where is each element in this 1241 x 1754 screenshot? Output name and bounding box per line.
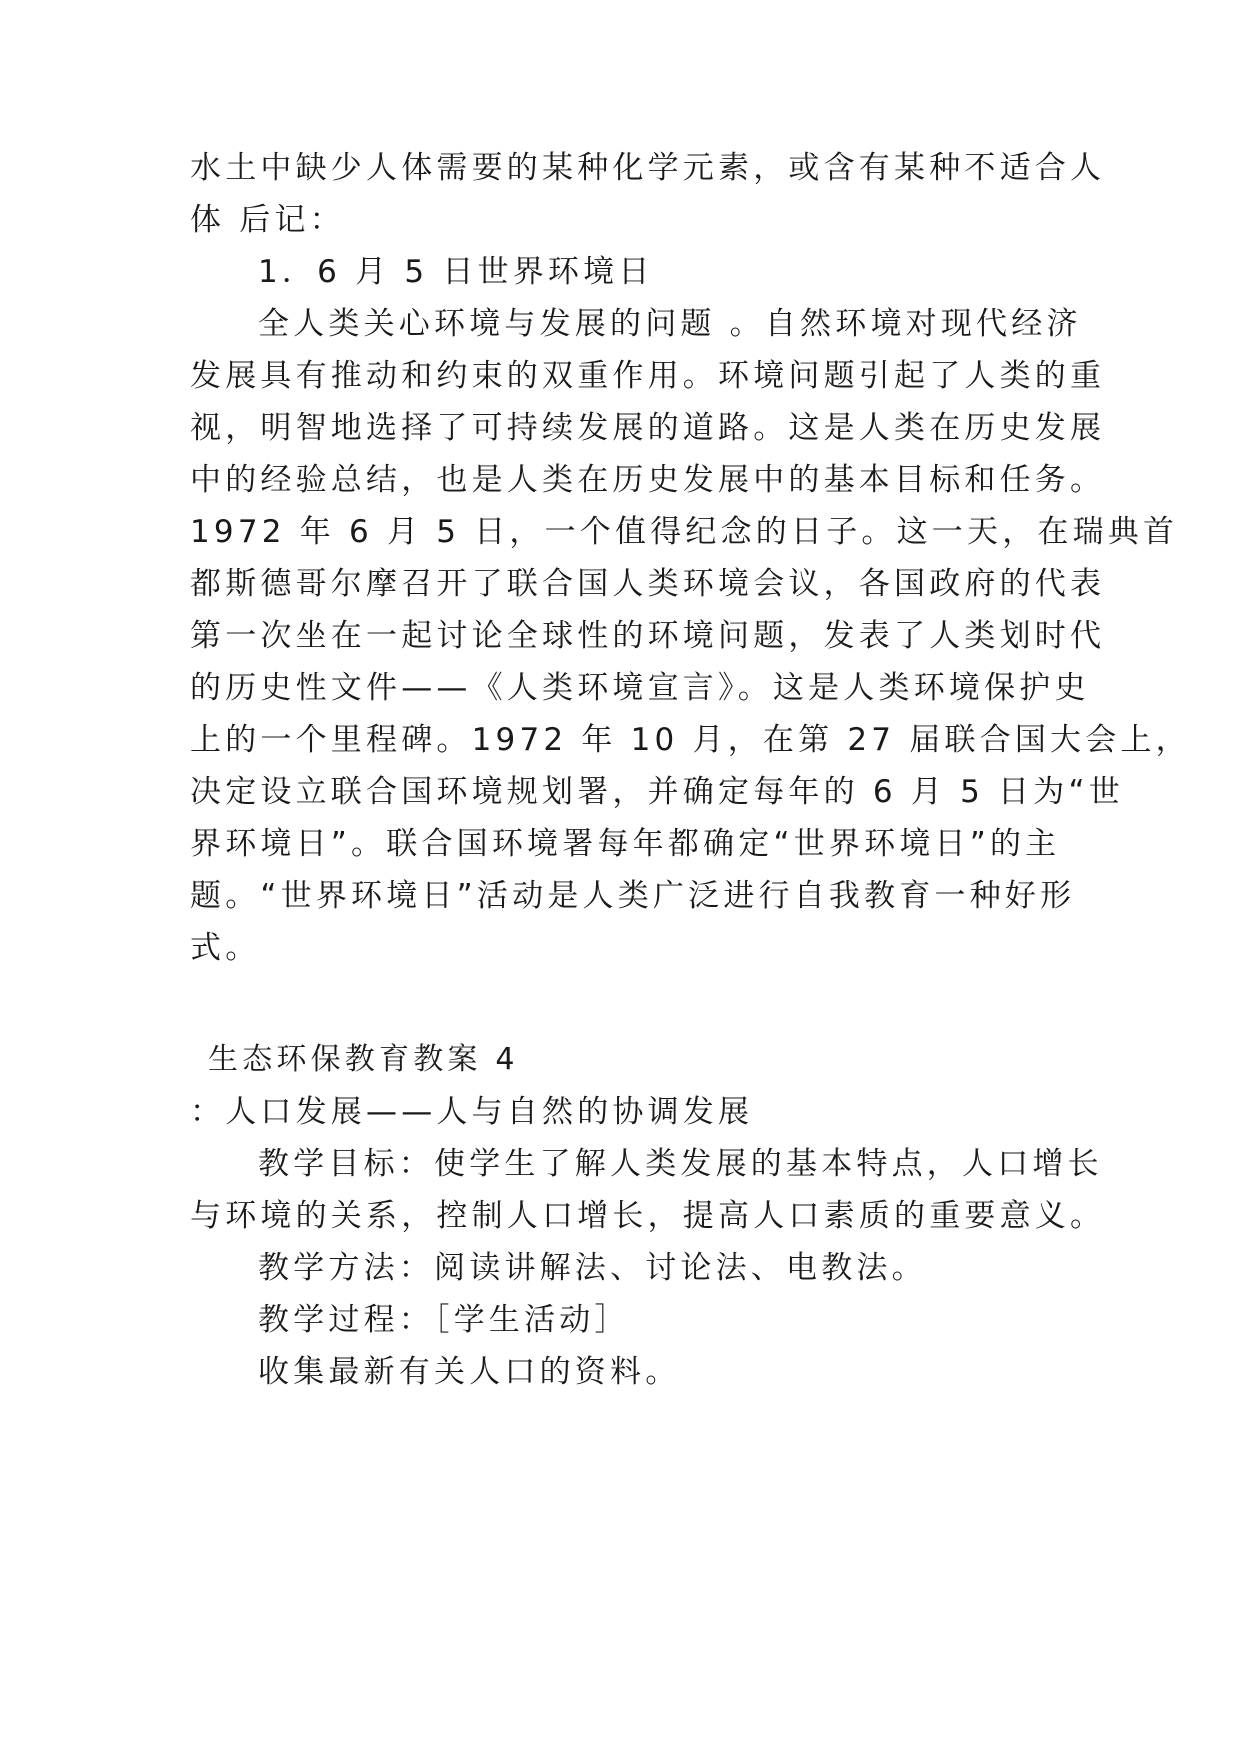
body-text-line: 中的经验总结，也是人类在历史发展中的基本目标和任务。 bbox=[190, 462, 1106, 498]
body-text-line: 1972 年 6 月 5 日，一个值得纪念的日子。这一天，在瑞典首 bbox=[190, 514, 1179, 550]
body-text-line: 式。 bbox=[190, 930, 261, 966]
body-text-line: 界环境日”。联合国环境署每年都确定“世界环境日”的主 bbox=[190, 826, 1061, 862]
body-text-line: 上的一个里程碑。1972 年 10 月，在第 27 届联合国大会上， bbox=[190, 722, 1191, 758]
body-text-line: 决定设立联合国环境规划署，并确定每年的 6 月 5 日为“世 bbox=[190, 774, 1124, 810]
body-text-line: 第一次坐在一起讨论全球性的环境问题，发表了人类划时代 bbox=[190, 618, 1106, 654]
body-text-line: 水土中缺少人体需要的某种化学元素，或含有某种不适合人 bbox=[190, 150, 1106, 186]
section-item-title: 1．6 月 5 日世界环境日 bbox=[258, 254, 654, 290]
body-text-line: 体 后记： bbox=[190, 202, 345, 238]
body-text-line: 题。“世界环境日”活动是人类广泛进行自我教育一种好形 bbox=[190, 878, 1076, 914]
section-heading: 生态环保教育教案 4 bbox=[208, 1042, 519, 1077]
body-text-line: 与环境的关系，控制人口增长，提高人口素质的重要意义。 bbox=[190, 1198, 1106, 1234]
body-text-line: 视，明智地选择了可持续发展的道路。这是人类在历史发展 bbox=[190, 410, 1106, 446]
lesson-process: 教学过程：［学生活动］ bbox=[258, 1302, 630, 1338]
lesson-activity: 收集最新有关人口的资料。 bbox=[258, 1354, 681, 1390]
lesson-method: 教学方法：阅读讲解法、讨论法、电教法。 bbox=[258, 1250, 927, 1286]
body-text-line: 的历史性文件——《人类环境宣言》。这是人类环境保护史 bbox=[190, 670, 1090, 706]
body-text-line: 全人类关心环境与发展的问题 。自然环境对现代经济 bbox=[258, 306, 1082, 342]
section-subtitle: ：人口发展——人与自然的协调发展 bbox=[190, 1094, 754, 1130]
body-text-line: 教学目标：使学生了解人类发展的基本特点，人口增长 bbox=[258, 1146, 1103, 1182]
body-text-line: 发展具有推动和约束的双重作用。环境问题引起了人类的重 bbox=[190, 358, 1106, 394]
body-text-line: 都斯德哥尔摩召开了联合国人类环境会议，各国政府的代表 bbox=[190, 566, 1106, 602]
